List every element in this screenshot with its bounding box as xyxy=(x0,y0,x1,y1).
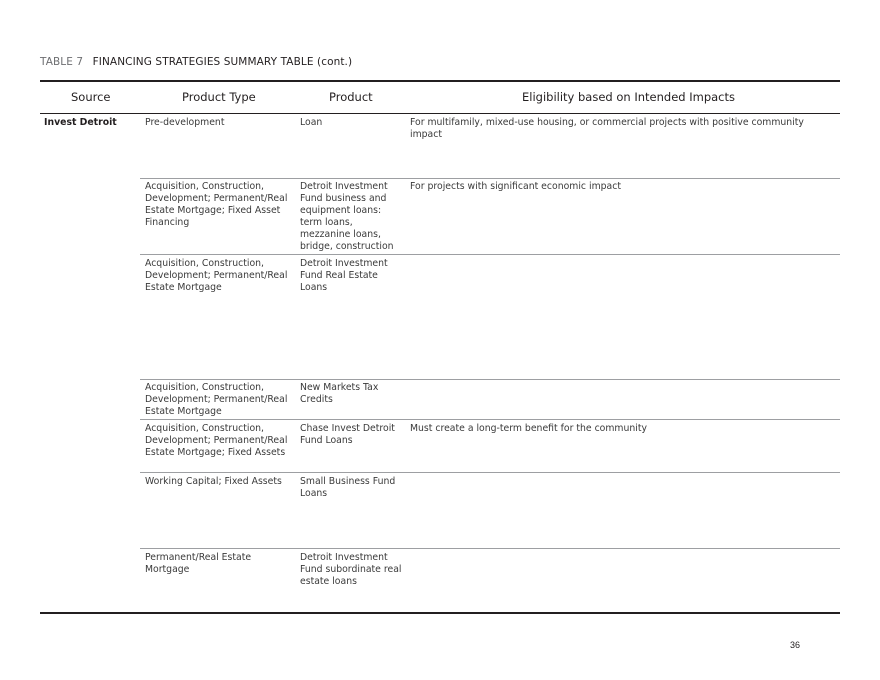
table-row-product: Detroit Investment Fund Real Estate Loans xyxy=(300,258,388,293)
row-divider xyxy=(140,254,840,255)
table-row-product: Detroit Investment Fund business and equipment loans: term loans, mezzanine loans, bridge, construction xyxy=(300,181,394,252)
row-divider xyxy=(140,379,840,380)
source-name: Invest Detroit xyxy=(44,117,117,128)
row-divider xyxy=(140,548,840,549)
table-row-product-type: Acquisition, Construction, Development; Permanent/Real Estate Mortgage; Fixed Assets xyxy=(145,423,288,458)
row-divider xyxy=(140,419,840,420)
table-row-product: New Markets Tax Credits xyxy=(300,382,379,405)
table-row-product-type: Acquisition, Construction, Development; Permanent/Real Estate Mortgage xyxy=(145,382,288,417)
table-row-eligibility: For multifamily, mixed-use housing, or commercial projects with positive community impact xyxy=(410,117,804,140)
table-row-product-type: Working Capital; Fixed Assets xyxy=(145,476,282,487)
table-bottom-rule xyxy=(40,612,840,614)
table-row-eligibility: Must create a long-term benefit for the community xyxy=(410,423,647,434)
page-number: 36 xyxy=(790,640,801,650)
table-title: FINANCING STRATEGIES SUMMARY TABLE (cont.) xyxy=(92,56,353,68)
table-row-product: Loan xyxy=(300,117,323,128)
table-row-product-type: Permanent/Real Estate Mortgage xyxy=(145,552,252,575)
row-divider xyxy=(140,472,840,473)
table-caption xyxy=(40,56,352,68)
table-row-product-type: Pre-development xyxy=(145,117,225,128)
table-number: TABLE 7 xyxy=(40,56,84,68)
header-eligibility: Eligibility based on Intended Impacts xyxy=(522,90,736,104)
table-row-product-type: Acquisition, Construction, Development; Permanent/Real Estate Mortgage; Fixed Asset Financing xyxy=(145,181,288,228)
row-divider xyxy=(140,178,840,179)
table-row-eligibility: For projects with significant economic impact xyxy=(410,181,621,192)
header-product-type: Product Type xyxy=(182,90,256,104)
header-source: Source xyxy=(71,90,111,104)
header-product: Product xyxy=(329,90,373,104)
table-row-product: Detroit Investment Fund subordinate real estate loans xyxy=(300,552,402,587)
table-row-product: Small Business Fund Loans xyxy=(300,476,396,499)
table-row-product-type: Acquisition, Construction, Development; Permanent/Real Estate Mortgage xyxy=(145,258,288,293)
table-row-product: Chase Invest Detroit Fund Loans xyxy=(300,423,395,446)
header-rule xyxy=(40,113,840,114)
table-top-rule xyxy=(40,80,840,82)
